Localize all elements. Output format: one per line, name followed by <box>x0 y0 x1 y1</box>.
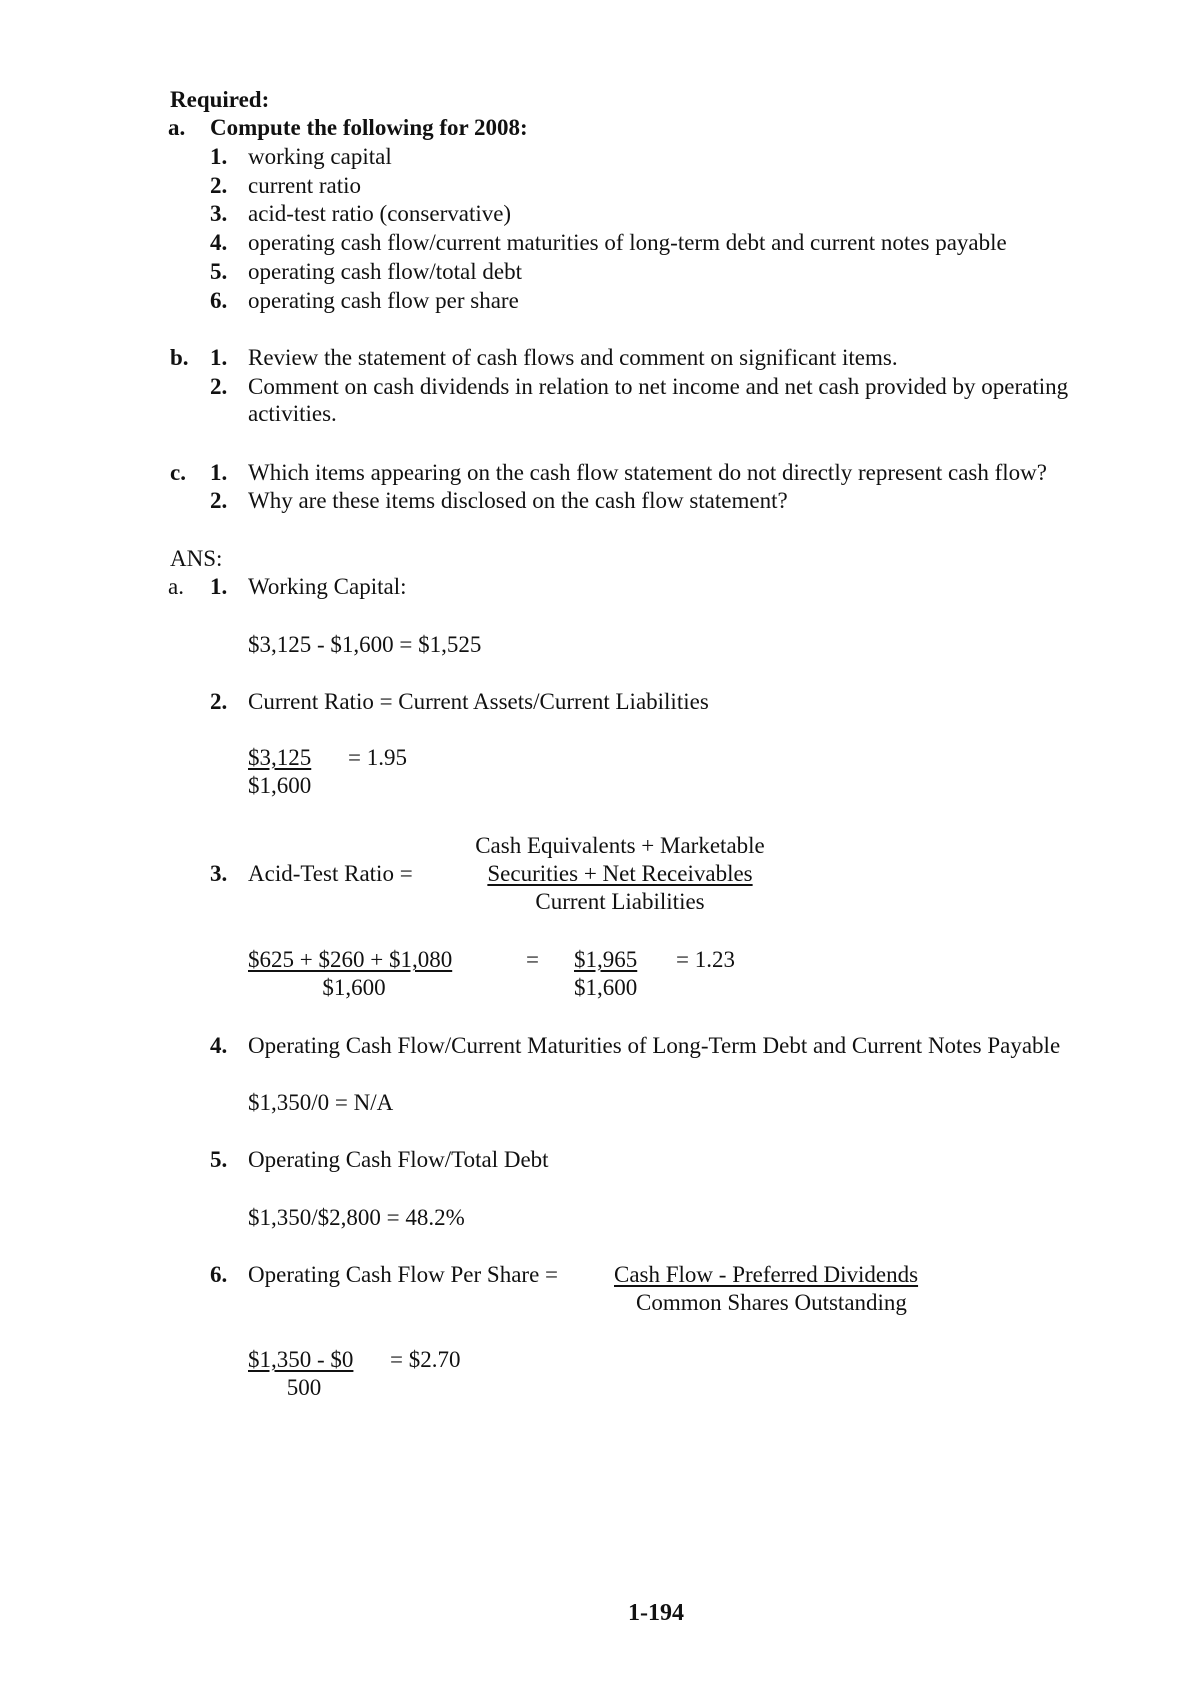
current-ratio-denominator: $1,600 <box>248 773 312 798</box>
acid-test-denominator-total: $1,600 <box>574 975 638 1000</box>
list-item: working capital <box>248 144 392 169</box>
part-b-marker: b. <box>170 345 189 370</box>
ocf-per-share-result: = $2.70 <box>390 1347 461 1372</box>
current-ratio-numerator: $3,125 <box>248 745 312 770</box>
list-item: Review the statement of cash flows and comment on significant items. <box>248 345 898 370</box>
ocf-total-debt-calc: $1,350/$2,800 = 48.2% <box>248 1205 465 1230</box>
working-capital-calc: $3,125 - $1,600 = $1,525 <box>248 632 482 657</box>
list-item: current ratio <box>248 173 362 198</box>
ocf-per-share-formula-denominator: Common Shares Outstanding <box>636 1290 907 1315</box>
answer-a-marker: a. <box>168 574 184 599</box>
list-item-number: 4. <box>210 1033 228 1058</box>
list-item: Comment on cash dividends in relation to net income and net cash provided by operating <box>248 374 1069 399</box>
ocf-maturities-calc: $1,350/0 = N/A <box>248 1090 394 1115</box>
part-a-text: Compute the following for 2008: <box>210 115 528 140</box>
required-heading: Required: <box>170 87 270 112</box>
answer-heading: ANS: <box>170 546 223 571</box>
ocf-per-share-label: Operating Cash Flow Per Share = <box>248 1262 559 1287</box>
list-item-number: 3. <box>210 861 228 886</box>
acid-test-numerator-total: $1,965 <box>574 947 638 972</box>
current-ratio-label: Current Ratio = Current Assets/Current Liabilities <box>248 689 709 714</box>
list-item-number: 6. <box>210 1262 228 1287</box>
list-item: operating cash flow/total debt <box>248 259 523 284</box>
working-capital-label: Working Capital: <box>248 574 407 599</box>
list-item: operating cash flow/current maturities of long-term debt and current notes payable <box>248 230 1007 255</box>
list-item-number: 4. <box>210 230 228 255</box>
list-item-number: 1. <box>210 144 228 169</box>
list-item-number: 2. <box>210 488 228 513</box>
ocf-per-share-denominator: 500 <box>286 1375 322 1400</box>
ocf-per-share-formula-numerator: Cash Flow - Preferred Dividends <box>614 1262 919 1287</box>
list-item-number: 2. <box>210 689 228 714</box>
list-item-number: 2. <box>210 173 228 198</box>
current-ratio-result: = 1.95 <box>348 745 407 770</box>
list-item: acid-test ratio (conservative) <box>248 201 512 226</box>
acid-test-equals: = <box>526 947 539 972</box>
list-item-number: 5. <box>210 1147 228 1172</box>
ocf-total-debt-label: Operating Cash Flow/Total Debt <box>248 1147 549 1172</box>
ocf-maturities-label: Operating Cash Flow/Current Maturities of Long-Term Debt and Current Notes Payable <box>248 1033 1061 1058</box>
acid-test-numerator: $625 + $260 + $1,080 <box>248 947 453 972</box>
list-item: operating cash flow per share <box>248 288 519 313</box>
list-item-number: 1. <box>210 574 228 599</box>
list-item-number: 5. <box>210 259 228 284</box>
acid-test-formula-line1: Cash Equivalents + Marketable <box>475 833 765 858</box>
part-c-marker: c. <box>170 460 186 485</box>
acid-test-result: = 1.23 <box>676 947 735 972</box>
list-item-number: 1. <box>210 460 228 485</box>
list-item-continuation: activities. <box>248 401 337 426</box>
acid-test-denominator: $1,600 <box>322 975 386 1000</box>
list-item: Why are these items disclosed on the cash flow statement? <box>248 488 788 513</box>
list-item-number: 6. <box>210 288 228 313</box>
acid-test-formula-denominator: Current Liabilities <box>535 889 705 914</box>
list-item-number: 2. <box>210 374 228 399</box>
part-a-marker: a. <box>168 115 186 140</box>
ocf-per-share-numerator: $1,350 - $0 <box>248 1347 354 1372</box>
list-item: Which items appearing on the cash flow statement do not directly represent cash flow? <box>248 460 1047 485</box>
acid-test-formula-line2: Securities + Net Receivables <box>487 861 753 886</box>
acid-test-label: Acid-Test Ratio = <box>248 861 413 886</box>
list-item-number: 3. <box>210 201 228 226</box>
list-item-number: 1. <box>210 345 228 370</box>
page-number: 1-194 <box>628 1600 684 1626</box>
